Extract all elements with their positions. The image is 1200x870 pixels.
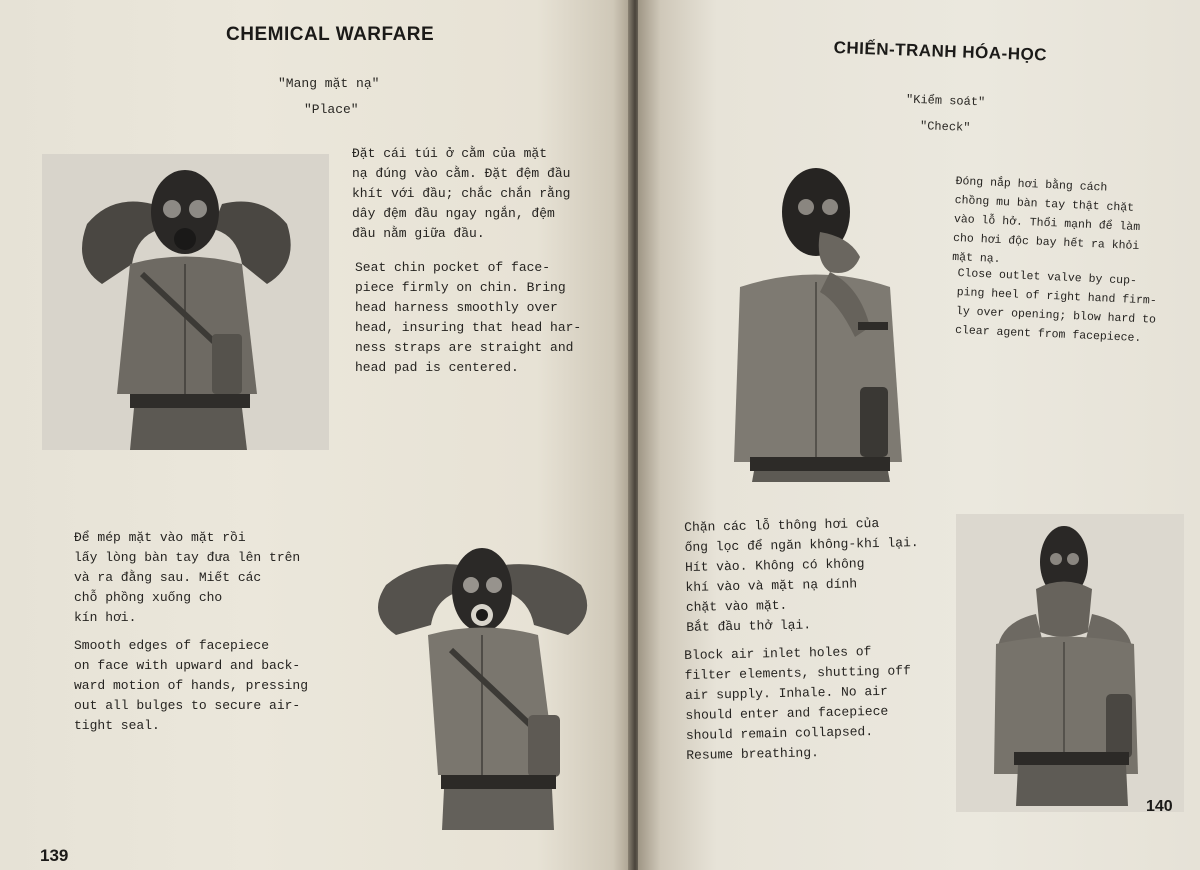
right-page-title: CHIẾN-TRANH HÓA-HỌC (833, 38, 1048, 65)
step3-vn-text: Đóng nắp hơi bằng cách chồng mu bàn tay thật chặt vào lỗ hở. Thổi mạnh để làm cho hơi độc bay hết ra khỏi mặt nạ. (951, 174, 1141, 267)
step1-en-text: Seat chin pocket of face- piece firmly on chin. Bring head harness smoothly over head, insuring that head har- ness straps are straight and head pad is centered. (355, 260, 582, 375)
step1-vn-text: Đặt cái túi ở cằm của mặt nạ đúng vào cằm. Đặt đệm đầu khít với đầu; chắc chắn rằng dây đệm đầu ngay ngắn, đệm đầu nằm giữa đầu. (352, 146, 571, 241)
step2-vn-text: Để mép mặt vào mặt rồi lấy lòng bàn tay đưa lên trên và ra đằng sau. Miết các chỗ phồng xuống cho kín hơi. (74, 530, 301, 625)
photo-blocking-inlet (956, 514, 1184, 812)
right-caption-vn: "Kiểm soát" (905, 92, 986, 110)
photo-smoothing-edges (356, 540, 608, 830)
photo-checking-valve (720, 162, 916, 482)
soldier-figure-1 (42, 154, 329, 450)
step4-en-text: Block air inlet holes of filter elements, shutting off air supply. Inhale. No air should enter and facepiece should remain collapsed. Resume breathing. (684, 644, 911, 763)
right-caption-en: "Check" (919, 119, 971, 135)
soldier-figure-3 (720, 162, 916, 482)
step2-en-text: Smooth edges of facepiece on face with upward and back- ward motion of hands, pressing out all bulges to secure air- tight seal. (74, 638, 309, 733)
photo-placing-mask (42, 154, 329, 450)
soldier-figure-2 (356, 540, 608, 830)
left-page-title: CHEMICAL WARFARE (226, 24, 435, 45)
soldier-figure-4 (956, 514, 1184, 812)
left-caption-vn: "Mang mặt nạ" (278, 76, 380, 91)
left-caption-en: "Place" (304, 102, 359, 117)
right-page (638, 0, 1200, 870)
left-page-number: 139 (40, 846, 69, 865)
step3-en-text: Close outlet valve by cup- ping heel of right hand firm- ly over opening; blow hard to clear agent from facepiece. (954, 266, 1157, 346)
step4-vn-text: Chặn các lỗ thông hơi của ống lọc để ngăn không-khí lại. Hít vào. Không có không khí vào và mặt nạ dính chặt vào mặt. Bắt đầu thở lại. (684, 515, 919, 635)
right-page-number: 140 (1146, 798, 1173, 815)
